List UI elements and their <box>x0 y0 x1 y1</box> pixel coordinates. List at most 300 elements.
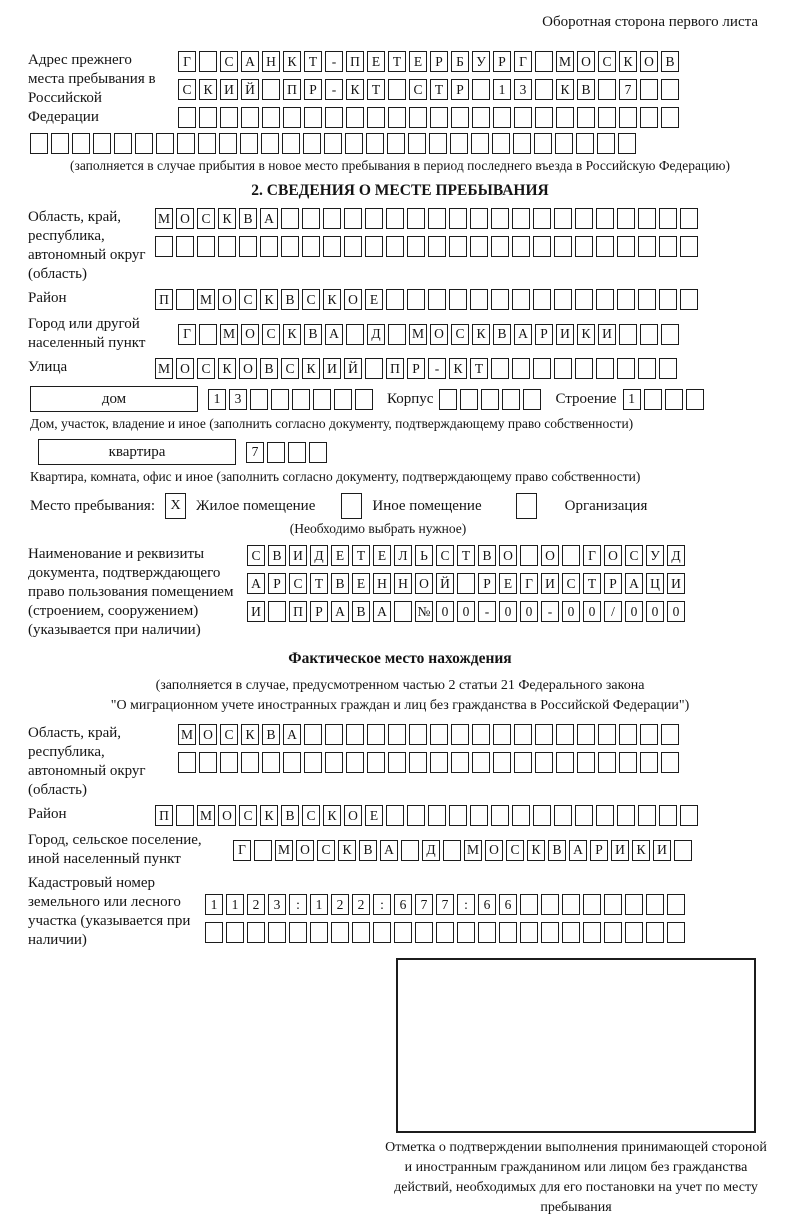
char-cell[interactable] <box>428 236 446 257</box>
char-cell[interactable]: О <box>430 324 448 345</box>
char-cell[interactable]: Р <box>493 51 511 72</box>
char-cell[interactable] <box>345 133 363 154</box>
char-cell[interactable]: В <box>239 208 257 229</box>
char-cell[interactable]: Т <box>367 79 385 100</box>
char-cell[interactable] <box>114 133 132 154</box>
char-cell[interactable]: 0 <box>520 601 538 622</box>
char-cell[interactable] <box>535 724 553 745</box>
char-cell[interactable]: К <box>260 289 278 310</box>
char-cell[interactable] <box>450 133 468 154</box>
char-cell[interactable] <box>625 894 643 915</box>
char-cell[interactable]: - <box>428 358 446 379</box>
char-cell[interactable] <box>331 922 349 943</box>
char-cell[interactable] <box>430 107 448 128</box>
char-cell[interactable]: В <box>493 324 511 345</box>
char-cell[interactable] <box>523 389 541 410</box>
char-cell[interactable]: 0 <box>457 601 475 622</box>
char-cell[interactable] <box>583 922 601 943</box>
char-cell[interactable]: К <box>283 51 301 72</box>
char-cell[interactable]: М <box>556 51 574 72</box>
char-cell[interactable]: К <box>283 324 301 345</box>
char-cell[interactable]: 0 <box>646 601 664 622</box>
char-cell[interactable] <box>367 752 385 773</box>
char-cell[interactable] <box>247 922 265 943</box>
char-cell[interactable] <box>472 79 490 100</box>
char-cell[interactable] <box>554 805 572 826</box>
char-cell[interactable] <box>520 922 538 943</box>
char-cell[interactable]: В <box>478 545 496 566</box>
char-cell[interactable]: Е <box>367 51 385 72</box>
char-cell[interactable] <box>388 79 406 100</box>
char-cell[interactable] <box>562 545 580 566</box>
char-cell[interactable]: - <box>325 51 343 72</box>
char-cell[interactable]: И <box>323 358 341 379</box>
char-cell[interactable]: О <box>199 724 217 745</box>
char-cell[interactable] <box>261 133 279 154</box>
char-cell[interactable]: А <box>247 573 265 594</box>
char-cell[interactable] <box>491 805 509 826</box>
char-cell[interactable]: В <box>281 289 299 310</box>
char-cell[interactable] <box>575 805 593 826</box>
char-cell[interactable]: С <box>436 545 454 566</box>
char-cell[interactable] <box>577 107 595 128</box>
char-cell[interactable] <box>661 79 679 100</box>
char-cell[interactable] <box>533 358 551 379</box>
char-cell[interactable]: С <box>302 289 320 310</box>
char-cell[interactable]: Е <box>409 51 427 72</box>
char-cell[interactable]: Е <box>331 545 349 566</box>
char-cell[interactable]: Р <box>478 573 496 594</box>
char-cell[interactable]: К <box>556 79 574 100</box>
char-cell[interactable] <box>535 51 553 72</box>
char-cell[interactable]: О <box>218 289 236 310</box>
char-cell[interactable]: 7 <box>415 894 433 915</box>
char-cell[interactable] <box>514 752 532 773</box>
char-cell[interactable]: 7 <box>619 79 637 100</box>
char-cell[interactable] <box>680 805 698 826</box>
char-cell[interactable]: О <box>640 51 658 72</box>
char-cell[interactable]: Е <box>365 805 383 826</box>
char-cell[interactable] <box>407 236 425 257</box>
char-cell[interactable]: - <box>325 79 343 100</box>
char-cell[interactable] <box>617 358 635 379</box>
char-cell[interactable]: 6 <box>394 894 412 915</box>
char-cell[interactable] <box>271 389 289 410</box>
char-cell[interactable] <box>554 358 572 379</box>
char-cell[interactable]: М <box>275 840 293 861</box>
char-cell[interactable]: П <box>289 601 307 622</box>
char-cell[interactable] <box>367 107 385 128</box>
char-cell[interactable] <box>457 573 475 594</box>
char-cell[interactable] <box>596 358 614 379</box>
char-cell[interactable]: П <box>283 79 301 100</box>
char-cell[interactable] <box>513 133 531 154</box>
char-cell[interactable] <box>388 107 406 128</box>
char-cell[interactable] <box>439 389 457 410</box>
char-cell[interactable] <box>241 107 259 128</box>
char-cell[interactable]: Т <box>583 573 601 594</box>
char-cell[interactable]: А <box>569 840 587 861</box>
char-cell[interactable]: И <box>289 545 307 566</box>
char-cell[interactable]: О <box>176 208 194 229</box>
char-cell[interactable]: В <box>260 358 278 379</box>
char-cell[interactable] <box>597 133 615 154</box>
char-cell[interactable]: О <box>241 324 259 345</box>
char-cell[interactable] <box>640 752 658 773</box>
char-cell[interactable]: Ц <box>646 573 664 594</box>
char-cell[interactable]: У <box>472 51 490 72</box>
char-cell[interactable] <box>491 358 509 379</box>
char-cell[interactable] <box>686 389 704 410</box>
char-cell[interactable] <box>302 208 320 229</box>
char-cell[interactable]: 0 <box>667 601 685 622</box>
char-cell[interactable] <box>534 133 552 154</box>
char-cell[interactable] <box>346 324 364 345</box>
char-cell[interactable]: О <box>541 545 559 566</box>
char-cell[interactable] <box>619 752 637 773</box>
char-cell[interactable] <box>199 324 217 345</box>
char-cell[interactable] <box>394 922 412 943</box>
char-cell[interactable]: С <box>262 324 280 345</box>
char-cell[interactable] <box>303 133 321 154</box>
checkbox-organization[interactable] <box>516 493 537 519</box>
char-cell[interactable] <box>449 208 467 229</box>
char-cell[interactable] <box>365 358 383 379</box>
char-cell[interactable]: В <box>281 805 299 826</box>
char-cell[interactable]: Н <box>262 51 280 72</box>
char-cell[interactable]: К <box>323 805 341 826</box>
char-cell[interactable] <box>493 724 511 745</box>
char-cell[interactable] <box>407 289 425 310</box>
char-cell[interactable] <box>460 389 478 410</box>
char-cell[interactable]: Е <box>499 573 517 594</box>
char-cell[interactable]: К <box>260 805 278 826</box>
char-cell[interactable] <box>470 208 488 229</box>
char-cell[interactable] <box>289 922 307 943</box>
char-cell[interactable] <box>575 289 593 310</box>
char-cell[interactable]: С <box>598 51 616 72</box>
char-cell[interactable] <box>541 922 559 943</box>
char-cell[interactable] <box>481 389 499 410</box>
char-cell[interactable] <box>598 107 616 128</box>
char-cell[interactable]: 6 <box>499 894 517 915</box>
char-cell[interactable] <box>562 922 580 943</box>
char-cell[interactable] <box>583 894 601 915</box>
char-cell[interactable] <box>177 133 195 154</box>
char-cell[interactable]: П <box>155 289 173 310</box>
char-cell[interactable] <box>260 236 278 257</box>
char-cell[interactable]: С <box>289 573 307 594</box>
char-cell[interactable]: Р <box>407 358 425 379</box>
char-cell[interactable]: С <box>197 208 215 229</box>
char-cell[interactable]: Г <box>178 324 196 345</box>
char-cell[interactable]: 0 <box>625 601 643 622</box>
char-cell[interactable]: В <box>304 324 322 345</box>
char-cell[interactable]: К <box>577 324 595 345</box>
char-cell[interactable] <box>197 236 215 257</box>
char-cell[interactable]: С <box>317 840 335 861</box>
char-cell[interactable] <box>556 107 574 128</box>
char-cell[interactable] <box>617 289 635 310</box>
char-cell[interactable] <box>514 724 532 745</box>
char-cell[interactable] <box>394 601 412 622</box>
char-cell[interactable] <box>346 752 364 773</box>
char-cell[interactable] <box>638 805 656 826</box>
char-cell[interactable]: И <box>598 324 616 345</box>
char-cell[interactable] <box>576 133 594 154</box>
char-cell[interactable] <box>470 236 488 257</box>
char-cell[interactable] <box>334 389 352 410</box>
char-cell[interactable]: О <box>176 358 194 379</box>
char-cell[interactable] <box>535 752 553 773</box>
char-cell[interactable]: Т <box>388 51 406 72</box>
char-cell[interactable] <box>198 133 216 154</box>
char-cell[interactable] <box>667 894 685 915</box>
char-cell[interactable] <box>309 442 327 463</box>
char-cell[interactable] <box>457 922 475 943</box>
char-cell[interactable] <box>292 389 310 410</box>
char-cell[interactable] <box>598 724 616 745</box>
char-cell[interactable]: С <box>451 324 469 345</box>
char-cell[interactable] <box>288 442 306 463</box>
char-cell[interactable]: Г <box>520 573 538 594</box>
char-cell[interactable]: Н <box>373 573 391 594</box>
char-cell[interactable] <box>325 752 343 773</box>
char-cell[interactable]: - <box>541 601 559 622</box>
char-cell[interactable]: К <box>302 358 320 379</box>
char-cell[interactable]: № <box>415 601 433 622</box>
char-cell[interactable] <box>514 107 532 128</box>
char-cell[interactable]: 1 <box>493 79 511 100</box>
char-cell[interactable] <box>239 236 257 257</box>
char-cell[interactable] <box>262 752 280 773</box>
char-cell[interactable]: К <box>632 840 650 861</box>
char-cell[interactable] <box>575 358 593 379</box>
char-cell[interactable]: 1 <box>310 894 328 915</box>
char-cell[interactable]: Р <box>535 324 553 345</box>
char-cell[interactable]: О <box>344 805 362 826</box>
char-cell[interactable] <box>409 107 427 128</box>
char-cell[interactable]: А <box>331 601 349 622</box>
char-cell[interactable] <box>520 545 538 566</box>
char-cell[interactable] <box>512 805 530 826</box>
char-cell[interactable] <box>324 133 342 154</box>
char-cell[interactable] <box>262 79 280 100</box>
char-cell[interactable]: : <box>373 894 391 915</box>
char-cell[interactable]: С <box>409 79 427 100</box>
char-cell[interactable] <box>366 133 384 154</box>
char-cell[interactable]: О <box>604 545 622 566</box>
char-cell[interactable] <box>268 922 286 943</box>
char-cell[interactable]: И <box>667 573 685 594</box>
char-cell[interactable] <box>283 107 301 128</box>
char-cell[interactable]: Й <box>241 79 259 100</box>
checkbox-residential[interactable]: X <box>165 493 186 519</box>
char-cell[interactable]: Й <box>436 573 454 594</box>
char-cell[interactable]: П <box>155 805 173 826</box>
char-cell[interactable] <box>472 724 490 745</box>
char-cell[interactable]: Т <box>352 545 370 566</box>
char-cell[interactable] <box>451 724 469 745</box>
char-cell[interactable]: 3 <box>514 79 532 100</box>
char-cell[interactable] <box>344 208 362 229</box>
char-cell[interactable] <box>346 724 364 745</box>
char-cell[interactable] <box>512 358 530 379</box>
char-cell[interactable] <box>415 922 433 943</box>
char-cell[interactable] <box>176 805 194 826</box>
char-cell[interactable] <box>554 236 572 257</box>
char-cell[interactable] <box>493 107 511 128</box>
char-cell[interactable] <box>604 894 622 915</box>
char-cell[interactable]: О <box>415 573 433 594</box>
char-cell[interactable]: 2 <box>352 894 370 915</box>
char-cell[interactable] <box>178 107 196 128</box>
char-cell[interactable] <box>449 805 467 826</box>
char-cell[interactable] <box>640 79 658 100</box>
char-cell[interactable] <box>598 79 616 100</box>
char-cell[interactable]: : <box>457 894 475 915</box>
char-cell[interactable] <box>659 236 677 257</box>
char-cell[interactable]: В <box>577 79 595 100</box>
char-cell[interactable] <box>471 133 489 154</box>
char-cell[interactable]: М <box>155 358 173 379</box>
char-cell[interactable]: И <box>247 601 265 622</box>
char-cell[interactable]: О <box>344 289 362 310</box>
char-cell[interactable] <box>554 208 572 229</box>
char-cell[interactable]: С <box>562 573 580 594</box>
char-cell[interactable]: 2 <box>247 894 265 915</box>
char-cell[interactable] <box>659 358 677 379</box>
char-cell[interactable]: К <box>323 289 341 310</box>
char-cell[interactable] <box>535 79 553 100</box>
char-cell[interactable]: И <box>220 79 238 100</box>
char-cell[interactable]: А <box>514 324 532 345</box>
char-cell[interactable] <box>205 922 223 943</box>
char-cell[interactable] <box>617 236 635 257</box>
char-cell[interactable] <box>470 289 488 310</box>
char-cell[interactable] <box>619 724 637 745</box>
char-cell[interactable] <box>449 289 467 310</box>
char-cell[interactable] <box>604 922 622 943</box>
char-cell[interactable] <box>556 724 574 745</box>
char-cell[interactable] <box>640 107 658 128</box>
char-cell[interactable] <box>220 752 238 773</box>
char-cell[interactable]: А <box>283 724 301 745</box>
char-cell[interactable] <box>386 289 404 310</box>
char-cell[interactable]: Т <box>470 358 488 379</box>
char-cell[interactable] <box>283 752 301 773</box>
char-cell[interactable]: 0 <box>436 601 454 622</box>
char-cell[interactable] <box>640 724 658 745</box>
char-cell[interactable]: И <box>556 324 574 345</box>
char-cell[interactable] <box>401 840 419 861</box>
char-cell[interactable] <box>472 752 490 773</box>
char-cell[interactable] <box>250 389 268 410</box>
char-cell[interactable] <box>367 724 385 745</box>
char-cell[interactable] <box>281 208 299 229</box>
char-cell[interactable]: Б <box>451 51 469 72</box>
char-cell[interactable] <box>365 236 383 257</box>
char-cell[interactable] <box>667 922 685 943</box>
char-cell[interactable]: 1 <box>226 894 244 915</box>
char-cell[interactable]: 7 <box>436 894 454 915</box>
char-cell[interactable] <box>661 324 679 345</box>
char-cell[interactable] <box>512 208 530 229</box>
char-cell[interactable] <box>492 133 510 154</box>
char-cell[interactable] <box>352 922 370 943</box>
char-cell[interactable] <box>430 752 448 773</box>
char-cell[interactable] <box>491 208 509 229</box>
char-cell[interactable]: 3 <box>229 389 247 410</box>
char-cell[interactable]: М <box>409 324 427 345</box>
char-cell[interactable] <box>680 208 698 229</box>
char-cell[interactable]: К <box>218 358 236 379</box>
char-cell[interactable] <box>254 840 272 861</box>
char-cell[interactable]: С <box>239 289 257 310</box>
char-cell[interactable] <box>409 724 427 745</box>
char-cell[interactable] <box>541 894 559 915</box>
char-cell[interactable]: А <box>325 324 343 345</box>
char-cell[interactable]: М <box>178 724 196 745</box>
char-cell[interactable]: П <box>386 358 404 379</box>
char-cell[interactable]: 0 <box>583 601 601 622</box>
char-cell[interactable]: Е <box>365 289 383 310</box>
char-cell[interactable] <box>220 107 238 128</box>
char-cell[interactable] <box>680 236 698 257</box>
char-cell[interactable] <box>72 133 90 154</box>
char-cell[interactable] <box>638 236 656 257</box>
char-cell[interactable] <box>218 236 236 257</box>
char-cell[interactable] <box>575 236 593 257</box>
char-cell[interactable]: К <box>346 79 364 100</box>
char-cell[interactable] <box>304 107 322 128</box>
char-cell[interactable] <box>373 922 391 943</box>
char-cell[interactable]: : <box>289 894 307 915</box>
char-cell[interactable] <box>428 289 446 310</box>
char-cell[interactable] <box>93 133 111 154</box>
char-cell[interactable] <box>409 752 427 773</box>
char-cell[interactable] <box>661 752 679 773</box>
char-cell[interactable] <box>625 922 643 943</box>
char-cell[interactable] <box>443 840 461 861</box>
char-cell[interactable] <box>267 442 285 463</box>
char-cell[interactable] <box>199 752 217 773</box>
char-cell[interactable] <box>619 107 637 128</box>
char-cell[interactable] <box>661 724 679 745</box>
char-cell[interactable] <box>428 208 446 229</box>
char-cell[interactable]: С <box>220 724 238 745</box>
char-cell[interactable]: А <box>625 573 643 594</box>
char-cell[interactable]: В <box>331 573 349 594</box>
char-cell[interactable] <box>619 324 637 345</box>
char-cell[interactable] <box>680 289 698 310</box>
char-cell[interactable] <box>520 894 538 915</box>
char-cell[interactable]: А <box>241 51 259 72</box>
char-cell[interactable] <box>499 922 517 943</box>
char-cell[interactable] <box>640 324 658 345</box>
char-cell[interactable] <box>365 208 383 229</box>
char-cell[interactable]: Т <box>310 573 328 594</box>
char-cell[interactable]: М <box>220 324 238 345</box>
char-cell[interactable] <box>577 724 595 745</box>
char-cell[interactable]: О <box>239 358 257 379</box>
char-cell[interactable]: К <box>338 840 356 861</box>
char-cell[interactable]: Р <box>430 51 448 72</box>
char-cell[interactable]: 0 <box>499 601 517 622</box>
char-cell[interactable]: С <box>625 545 643 566</box>
char-cell[interactable] <box>344 236 362 257</box>
char-cell[interactable]: У <box>646 545 664 566</box>
